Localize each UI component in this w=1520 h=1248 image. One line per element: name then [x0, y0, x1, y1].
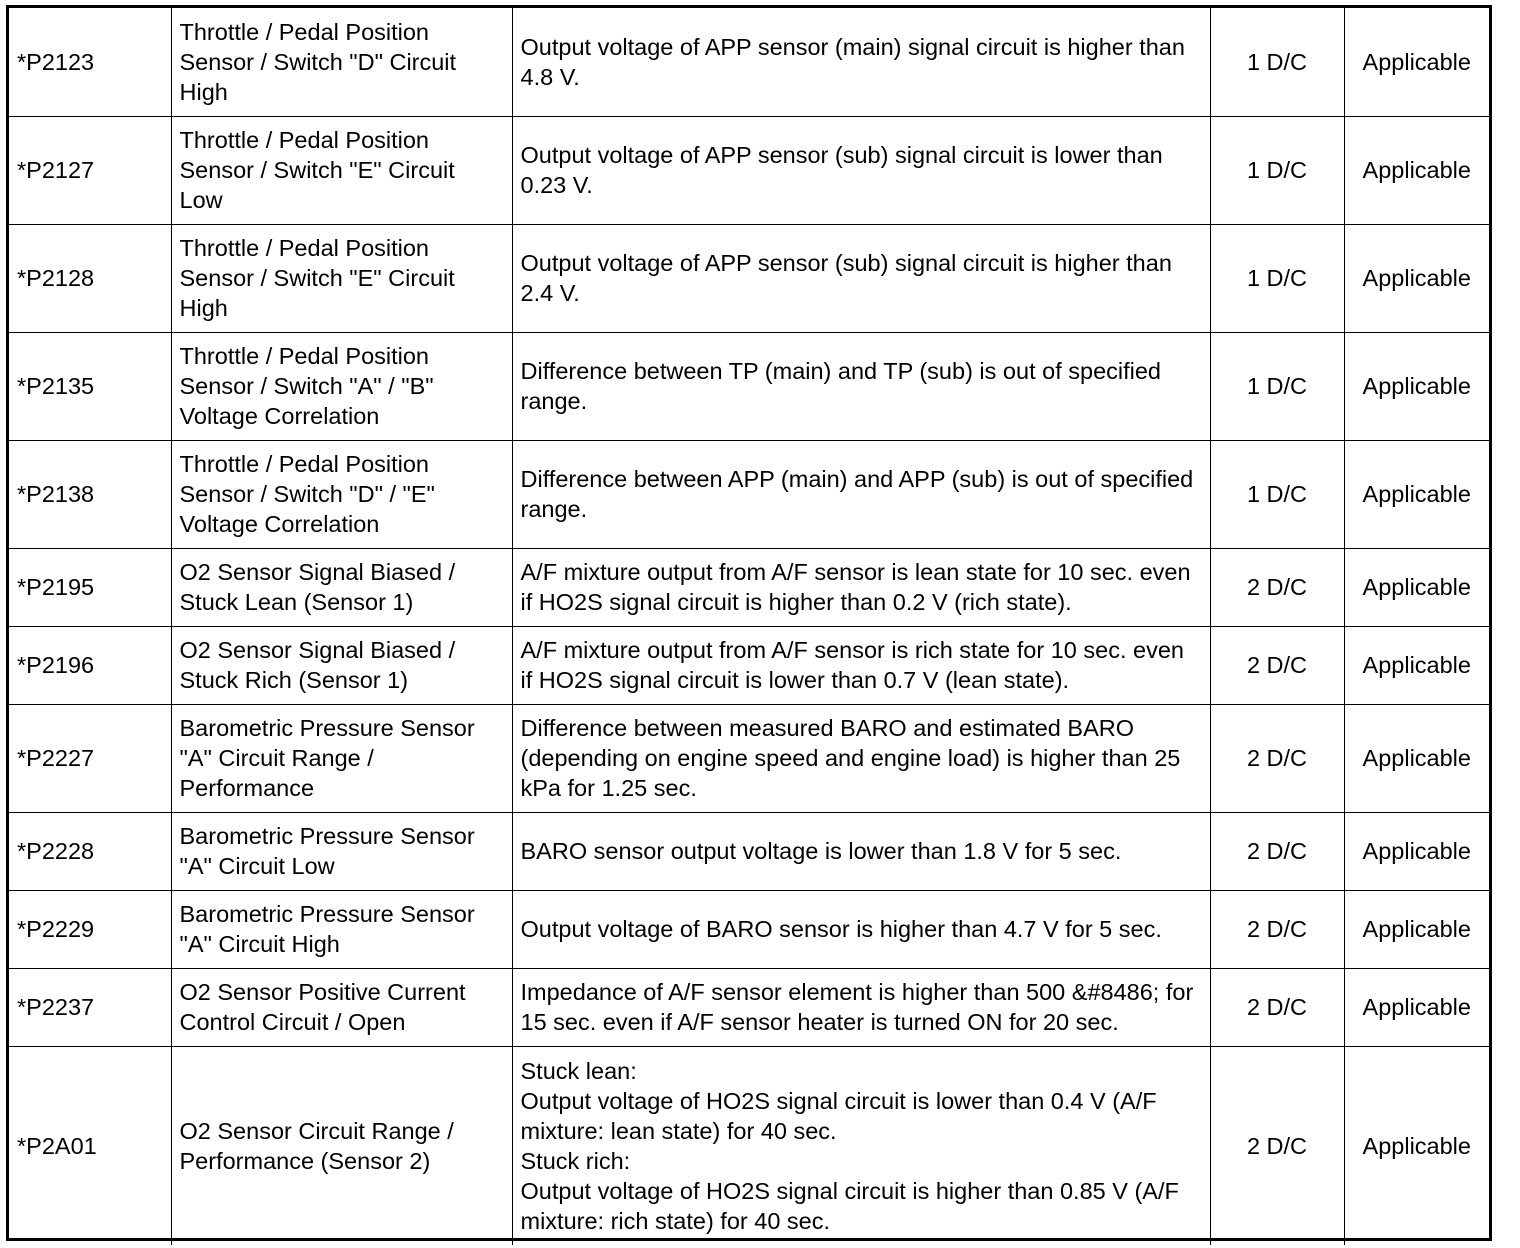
mil-status: Applicable	[1344, 440, 1489, 548]
detection-item: Barometric Pressure Sensor "A" Circuit High	[171, 890, 512, 968]
detection-item: O2 Sensor Signal Biased / Stuck Rich (Sensor 1)	[171, 626, 512, 704]
dtc-code: *P2A01	[9, 1046, 171, 1245]
dtc-code: *P2127	[9, 116, 171, 224]
table-row	[9, 332, 1489, 440]
mil-status: Applicable	[1344, 1046, 1489, 1245]
dtc-code: *P2128	[9, 224, 171, 332]
table-row	[9, 704, 1489, 812]
mil-status: Applicable	[1344, 224, 1489, 332]
dtc-code: *P2195	[9, 548, 171, 626]
dtc-code: *P2138	[9, 440, 171, 548]
detection-condition: Output voltage of APP sensor (sub) signal circuit is lower than 0.23 V.	[512, 116, 1210, 224]
condition-line: Stuck rich:	[520, 1147, 631, 1174]
mil-status: Applicable	[1344, 332, 1489, 440]
detection-item: Barometric Pressure Sensor "A" Circuit Low	[171, 812, 512, 890]
dtc-code: *P2237	[9, 968, 171, 1046]
table-row	[9, 116, 1489, 224]
dtc-table-frame	[6, 5, 1492, 1241]
mil-status: Applicable	[1344, 704, 1489, 812]
detection-item: Throttle / Pedal Position Sensor / Switch "D" Circuit High	[171, 8, 512, 116]
detection-item: Throttle / Pedal Position Sensor / Switch "D" / "E" Voltage Correlation	[171, 440, 512, 548]
mil-status: Applicable	[1344, 548, 1489, 626]
mil-status: Applicable	[1344, 626, 1489, 704]
table-row	[9, 1046, 1489, 1245]
detection-item: Barometric Pressure Sensor "A" Circuit Range / Performance	[171, 704, 512, 812]
dtc-table	[9, 8, 1489, 1245]
trip-logic: 2 D/C	[1210, 704, 1344, 812]
mil-status: Applicable	[1344, 890, 1489, 968]
detection-condition: Impedance of A/F sensor element is higher than 500 &#8486; for 15 sec. even if A/F sensor heater is turned ON for 20 sec.	[512, 968, 1210, 1046]
trip-logic: 1 D/C	[1210, 116, 1344, 224]
condition-line: Output voltage of HO2S signal circuit is higher than 0.85 V (A/F mixture: rich state) for 40 sec.	[520, 1177, 1179, 1234]
trip-logic: 1 D/C	[1210, 8, 1344, 116]
mil-status: Applicable	[1344, 812, 1489, 890]
detection-item: O2 Sensor Circuit Range / Performance (Sensor 2)	[171, 1046, 512, 1245]
mil-status: Applicable	[1344, 968, 1489, 1046]
dtc-code: *P2227	[9, 704, 171, 812]
detection-item: Throttle / Pedal Position Sensor / Switch "E" Circuit Low	[171, 116, 512, 224]
trip-logic: 2 D/C	[1210, 548, 1344, 626]
table-row	[9, 8, 1489, 116]
trip-logic: 2 D/C	[1210, 890, 1344, 968]
detection-condition: Output voltage of BARO sensor is higher than 4.7 V for 5 sec.	[512, 890, 1210, 968]
detection-condition: Difference between measured BARO and estimated BARO (depending on engine speed and engine load) is higher than 25 kPa for 1.25 sec.	[512, 704, 1210, 812]
dtc-code: *P2196	[9, 626, 171, 704]
trip-logic: 1 D/C	[1210, 224, 1344, 332]
dtc-code: *P2135	[9, 332, 171, 440]
detection-condition: A/F mixture output from A/F sensor is rich state for 10 sec. even if HO2S signal circuit is lower than 0.7 V (lean state).	[512, 626, 1210, 704]
table-row	[9, 890, 1489, 968]
trip-logic: 2 D/C	[1210, 1046, 1344, 1245]
table-row	[9, 968, 1489, 1046]
detection-item: Throttle / Pedal Position Sensor / Switch "A" / "B" Voltage Correlation	[171, 332, 512, 440]
detection-condition: BARO sensor output voltage is lower than 1.8 V for 5 sec.	[512, 812, 1210, 890]
condition-line: Stuck lean:	[520, 1057, 637, 1084]
detection-condition	[512, 1046, 1210, 1245]
table-row	[9, 224, 1489, 332]
trip-logic: 1 D/C	[1210, 440, 1344, 548]
detection-item: Throttle / Pedal Position Sensor / Switch "E" Circuit High	[171, 224, 512, 332]
condition-line: Output voltage of HO2S signal circuit is lower than 0.4 V (A/F mixture: lean state) for 40 sec.	[520, 1087, 1157, 1144]
detection-condition: A/F mixture output from A/F sensor is lean state for 10 sec. even if HO2S signal circuit is higher than 0.2 V (rich state).	[512, 548, 1210, 626]
detection-condition: Output voltage of APP sensor (main) signal circuit is higher than 4.8 V.	[512, 8, 1210, 116]
detection-condition: Difference between TP (main) and TP (sub) is out of specified range.	[512, 332, 1210, 440]
table-row	[9, 626, 1489, 704]
trip-logic: 2 D/C	[1210, 968, 1344, 1046]
trip-logic: 1 D/C	[1210, 332, 1344, 440]
detection-item: O2 Sensor Positive Current Control Circuit / Open	[171, 968, 512, 1046]
dtc-code: *P2123	[9, 8, 171, 116]
dtc-code: *P2229	[9, 890, 171, 968]
detection-condition: Difference between APP (main) and APP (sub) is out of specified range.	[512, 440, 1210, 548]
detection-item: O2 Sensor Signal Biased / Stuck Lean (Sensor 1)	[171, 548, 512, 626]
detection-condition: Output voltage of APP sensor (sub) signal circuit is higher than 2.4 V.	[512, 224, 1210, 332]
mil-status: Applicable	[1344, 8, 1489, 116]
table-row	[9, 812, 1489, 890]
table-row	[9, 548, 1489, 626]
trip-logic: 2 D/C	[1210, 626, 1344, 704]
trip-logic: 2 D/C	[1210, 812, 1344, 890]
table-row	[9, 440, 1489, 548]
mil-status: Applicable	[1344, 116, 1489, 224]
dtc-code: *P2228	[9, 812, 171, 890]
